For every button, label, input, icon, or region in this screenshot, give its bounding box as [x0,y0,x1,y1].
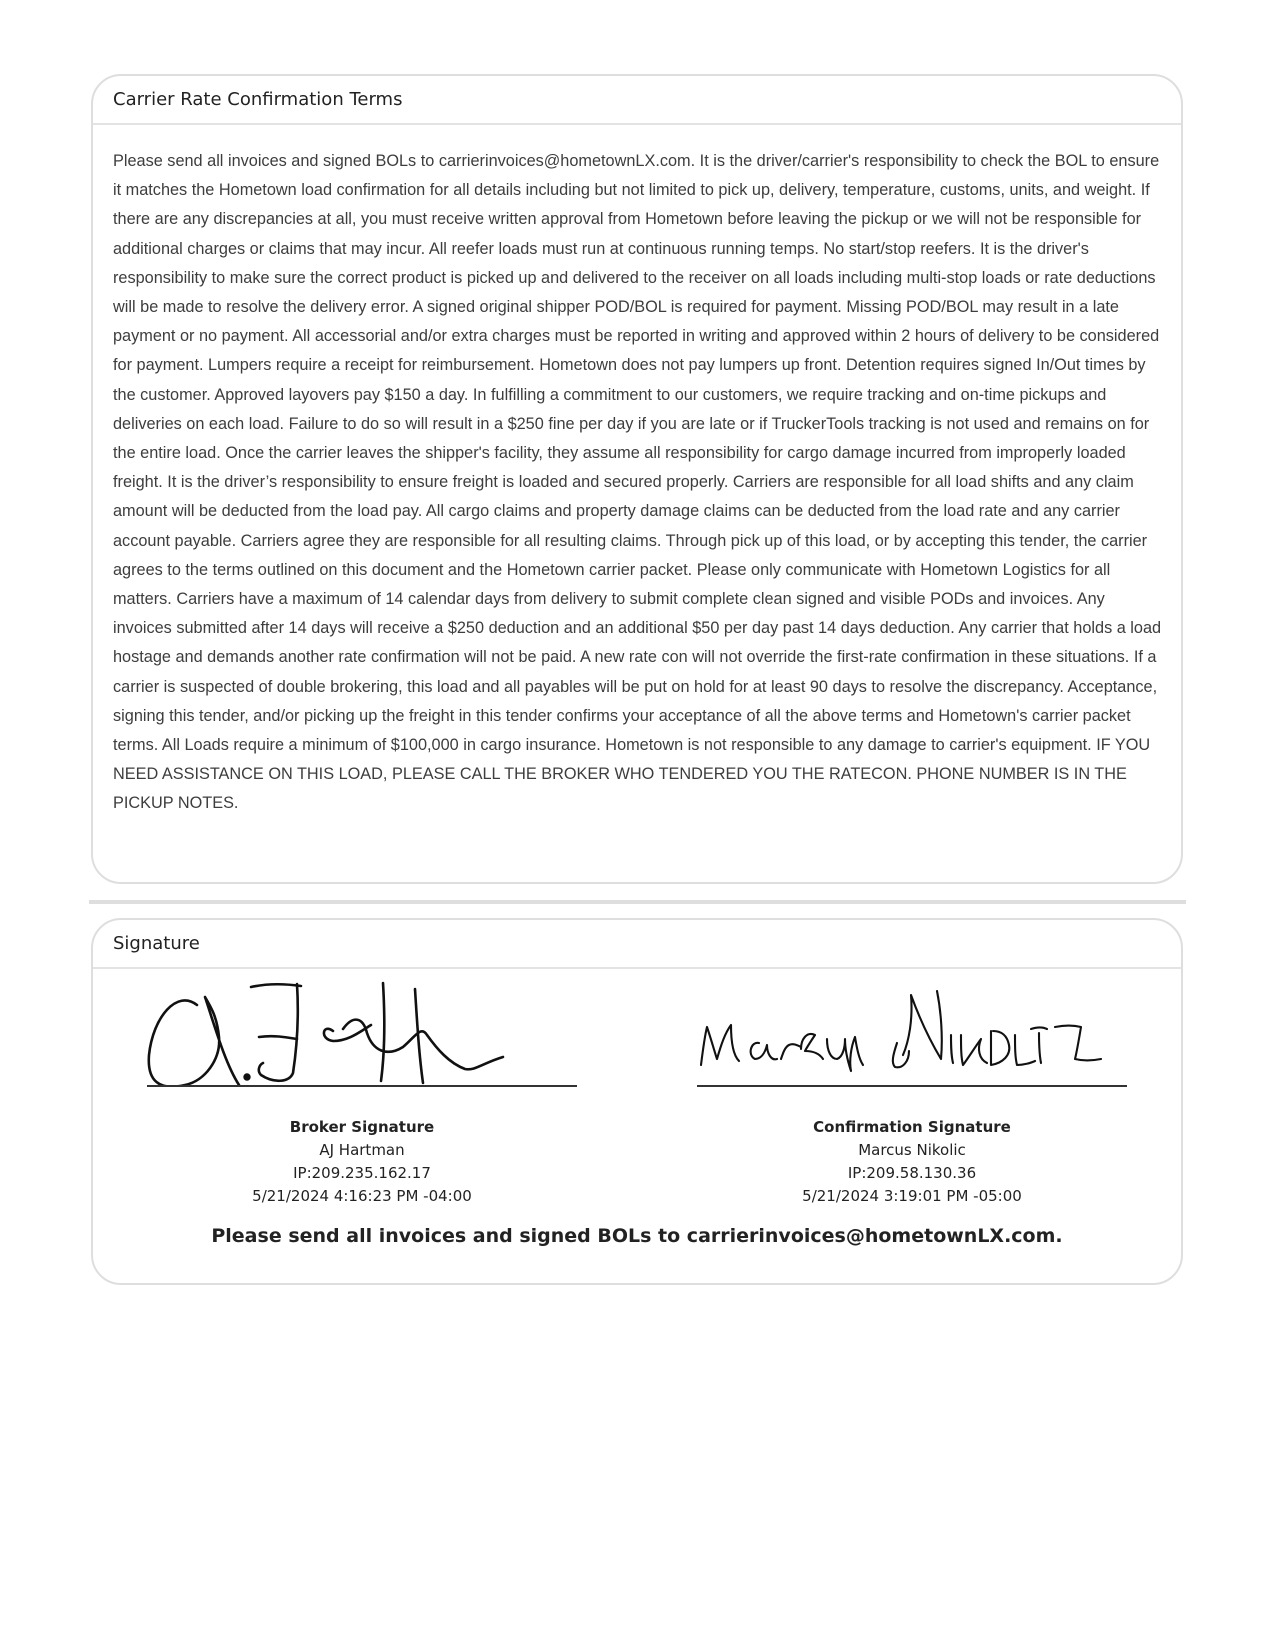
confirmation-datetime: 5/21/2024 3:19:01 PM -05:00 [802,1187,1022,1205]
signature-card [91,918,1183,1285]
terms-title: Carrier Rate Confirmation Terms [113,89,403,110]
confirmation-signature-line [697,1085,1127,1087]
confirmation-ip: IP:209.58.130.36 [847,1164,977,1182]
terms-card [91,74,1183,884]
confirmation-signature-image [697,977,1127,1087]
broker-signature-line [147,1085,577,1087]
terms-header [93,76,1181,125]
broker-signature-image [147,977,577,1087]
broker-name: AJ Hartman [319,1141,405,1159]
confirmation-name: Marcus Nikolic [858,1141,966,1159]
invoice-instructions: Please send all invoices and signed BOLs to carrierinvoices@hometownLX.com. [211,1225,1063,1247]
broker-ip: IP:209.235.162.17 [293,1164,431,1182]
confirmation-signature-info [697,1116,1127,1208]
section-divider [89,900,1186,904]
signature-header [93,920,1181,969]
broker-datetime: 5/21/2024 4:16:23 PM -04:00 [252,1187,472,1205]
broker-signature-info [147,1116,577,1208]
broker-signature-label: Broker Signature [289,1118,435,1136]
terms-body: Please send all invoices and signed BOLs to carrierinvoices@hometownLX.com. It is the driver/carrier's responsibility to check the BOL to ensure it matches the Hometown load confirmation for all details including but not limited to pick up, delivery, temperature, customs, units, and weight. If there are any discrepancies at all, you must receive written approval from Hometown before leaving the pickup or we will not be responsible for additional charges or claims that may incur. All reefer loads must run at continuous running temps. No start/stop reefers. It is the driver's responsibility to make sure the correct product is picked up and delivered to the receiver on all loads including multi-stop loads or rate deductions will be made to resolve the delivery error. A signed original shipper POD/BOL is required for payment. Missing POD/BOL may result in a late payment or no payment. All accessorial and/or extra charges must be reported in writing and approved within 2 hours of delivery to be considered for payment. Lumpers require a receipt for reimbursement. Hometown does not pay lumpers up front. Detention requires signed In/Out times by the customer. Approved layovers pay $150 a day. In fulfilling a commitment to our customers, we require tracking and on-time pickups and deliveries on each load. Failure to do so will result in a $250 fine per day if you are late or if TruckerTools tracking is not used and remains on for the entire load. Once the carrier leaves the shipper's facility, they assume all responsibility for cargo damage incurred from improperly loaded freight. It is the driver’s responsibility to ensure freight is loaded and secured properly. Carriers are responsible for all load shifts and any claim amount will be deducted from the load pay. All cargo claims and property damage claims can be deducted from the load rate and any carrier account payable. Carriers agree they are responsible for all resulting claims. Through pick up of this load, or by accepting this tender, the carrier agrees to the terms outlined on this document and the Hometown carrier packet. Please only communicate with Hometown Logistics for all matters. Carriers have a maximum of 14 calendar days from delivery to submit complete clean signed and visible PODs and invoices. Any invoices submitted after 14 days will receive a $250 deduction and an additional $50 per day past 14 days deduction. Any carrier that holds a load hostage and demands another rate confirmation will not be paid. A new rate con will not override the first-rate confirmation in these situations. If a carrier is suspected of double brokering, this load and all payables will be put on hold for at least 90 days to resolve the discrepancy. Acceptance, signing this tender, and/or picking up the freight in this tender confirms your acceptance of all the above terms and Hometown's carrier packet terms. All Loads require a minimum of $100,000 in cargo insurance. Hometown is not responsible to any damage to carrier's equipment. IF YOU NEED ASSISTANCE ON THIS LOAD, PLEASE CALL THE BROKER WHO TENDERED YOU THE RATECON. PHONE NUMBER IS IN THE PICKUP NOTES. [113,152,1162,813]
signature-title: Signature [113,933,200,954]
confirmation-signature-label: Confirmation Signature [813,1118,1011,1136]
